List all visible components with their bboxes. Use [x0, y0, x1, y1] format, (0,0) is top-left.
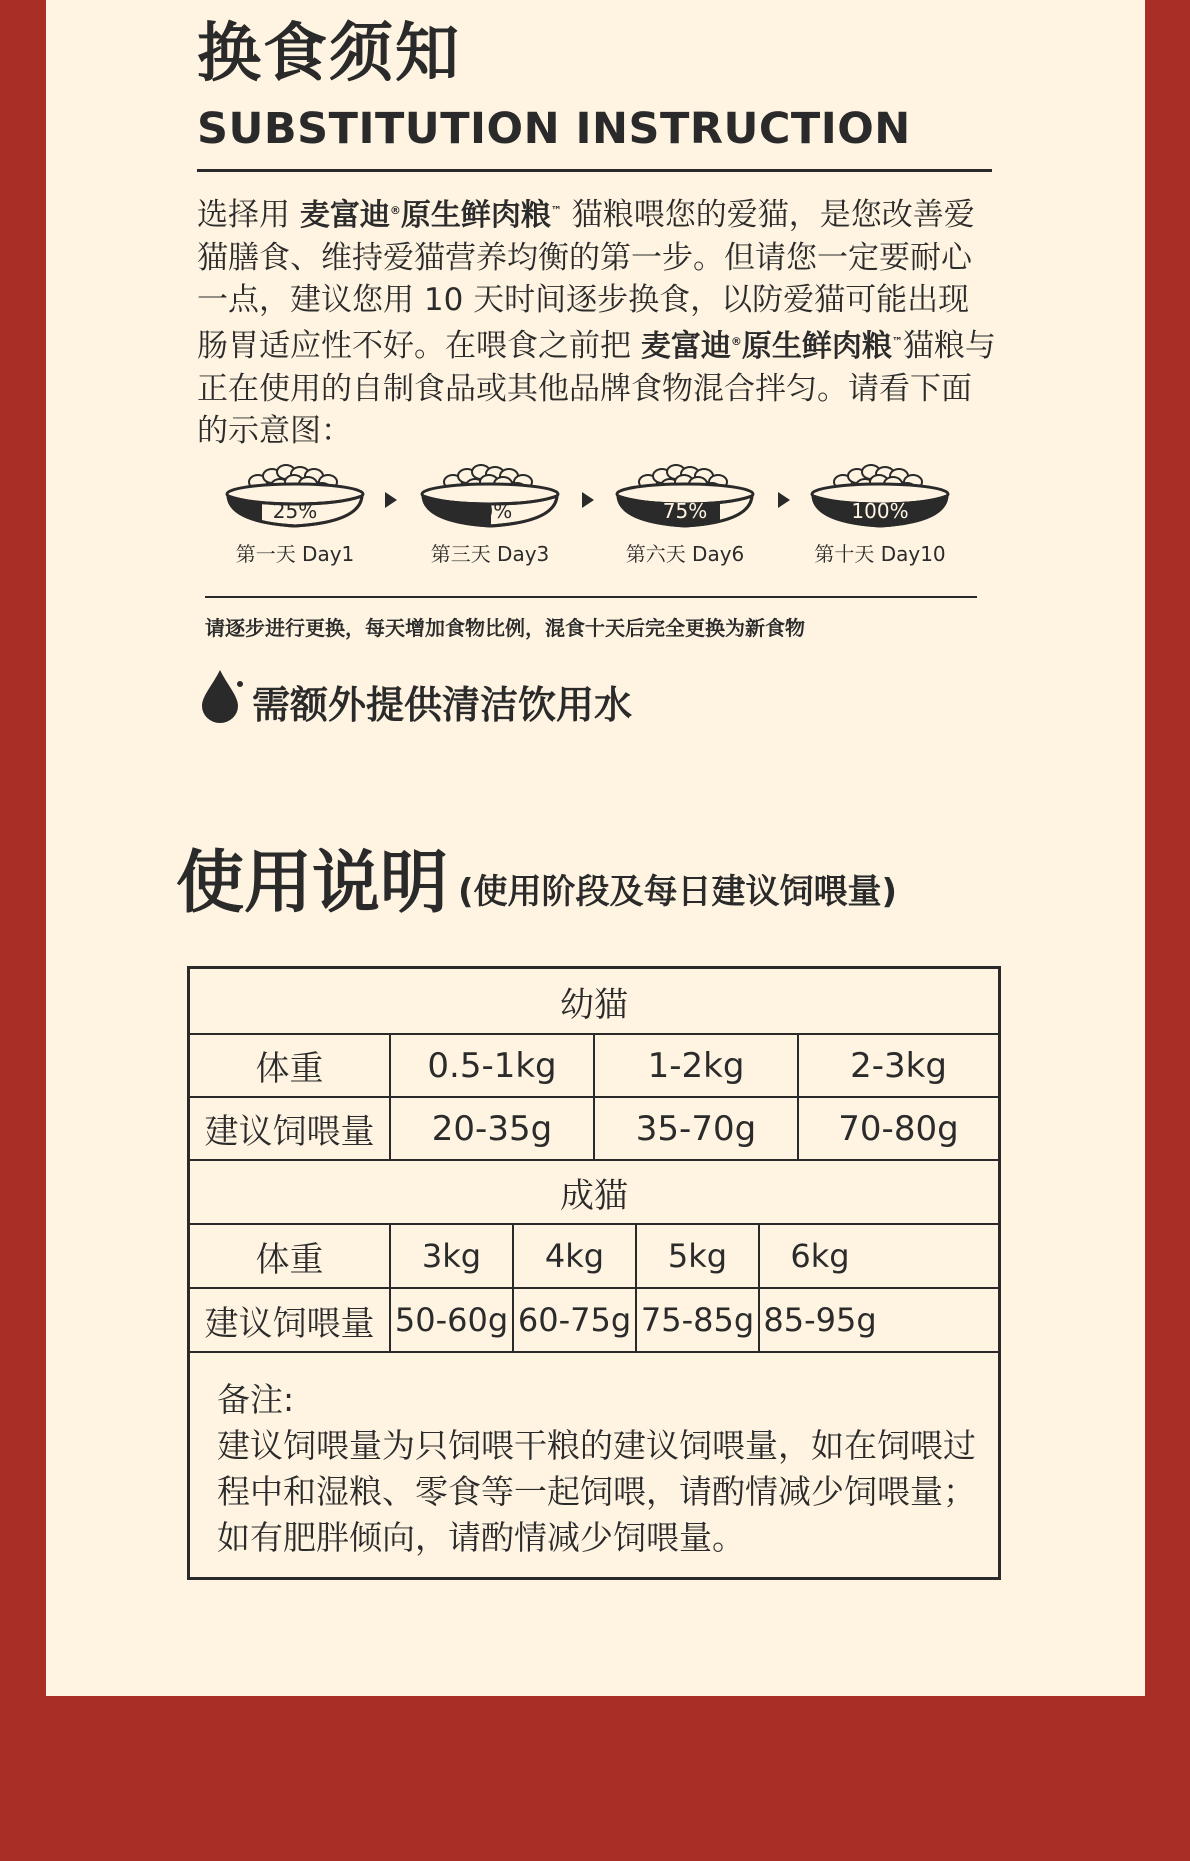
step-day10 [805, 452, 955, 567]
kitten-amount: 35-70g [635, 1108, 757, 1149]
percent-label: 75% [662, 499, 708, 523]
step-label: 第三天 Day3 [430, 542, 550, 566]
percent-label: 50% [467, 499, 513, 523]
water-drop-icon [200, 666, 244, 724]
adult-amount: 50-60g [394, 1301, 509, 1339]
step-day6 [610, 452, 760, 567]
kitten-amount: 70-80g [838, 1108, 959, 1149]
kitten-weight: 1-2kg [647, 1045, 745, 1086]
adult-weight: 4kg [544, 1237, 605, 1275]
step-label: 第六天 Day6 [625, 542, 745, 566]
food-bowl-icon [610, 452, 760, 532]
step-note: 请逐步进行更换，每天增加食物比例，混食十天后完全更换为新食物 [205, 616, 805, 640]
step-day3 [415, 452, 565, 567]
kitten-header: 幼猫 [560, 984, 628, 1025]
step-label: 第十天 Day10 [814, 542, 946, 566]
food-bowl-icon [805, 452, 955, 532]
kitten-amount-label: 建议饲喂量 [204, 1112, 375, 1152]
steps-divider [205, 596, 977, 598]
brand-name: 麦富迪®原生鲜肉粮™ [299, 198, 562, 233]
food-bowl-icon [220, 452, 370, 532]
kitten-weight-label: 体重 [255, 1049, 324, 1089]
adult-weight: 3kg [421, 1237, 482, 1275]
food-bowl-icon [415, 452, 565, 532]
adult-weight: 5kg [667, 1237, 728, 1275]
adult-amount: 60-75g [517, 1301, 632, 1339]
feeding-table [187, 966, 1001, 1580]
brand-name: 麦富迪®原生鲜肉粮™ [640, 329, 903, 364]
percent-label: 25% [272, 499, 318, 523]
section-title-cn: 换食须知 [197, 17, 461, 91]
arrow-right-icon [385, 492, 397, 508]
step-label: 第一天 Day1 [235, 542, 355, 566]
kitten-weight: 0.5-1kg [427, 1045, 557, 1086]
adult-weight-label: 体重 [255, 1239, 324, 1280]
section-title-en: SUBSTITUTION INSTRUCTION [197, 104, 911, 154]
arrow-right-icon [778, 492, 790, 508]
usage-title: 使用说明 (使用阶段及每日建议饲喂量) [176, 844, 898, 923]
adult-amount-label: 建议饲喂量 [204, 1303, 375, 1344]
adult-weight: 6kg [790, 1237, 850, 1275]
remark [217, 1377, 977, 1561]
arrow-right-icon [582, 492, 594, 508]
kitten-weight: 2-3kg [850, 1045, 947, 1086]
step-day1 [220, 452, 370, 567]
adult-header: 成猫 [560, 1175, 628, 1216]
transition-steps [220, 452, 980, 582]
kitten-amount: 20-35g [431, 1108, 553, 1149]
title-divider [197, 169, 992, 172]
percent-label: 100% [851, 499, 909, 523]
intro-paragraph: 选择用 麦富迪®原生鲜肉粮™ 猫粮喂您的爱猫，是您改善爱猫膳食、维持爱猫营养均衡的第一步。但请您一定要耐心一点，建议您用 10 天时间逐步换食，以防爱猫可能出现肠胃适应性不好。在喂食之前把 麦富迪®原生鲜肉粮™猫粮与正在使用的自制食品或其他品牌食物混合拌匀。请看下面的示意图： [197, 197, 996, 449]
remark-title: 备注: [217, 1380, 295, 1419]
remark-text: 建议饲喂量为只饲喂干粮的建议饲喂量，如在饲喂过程中和湿粮、零食等一起饲喂，请酌情减少饲喂量；如有肥胖倾向，请酌情减少饲喂量。 [217, 1426, 976, 1557]
adult-amount: 85-95g [763, 1301, 877, 1339]
adult-amount: 75-85g [640, 1301, 755, 1339]
